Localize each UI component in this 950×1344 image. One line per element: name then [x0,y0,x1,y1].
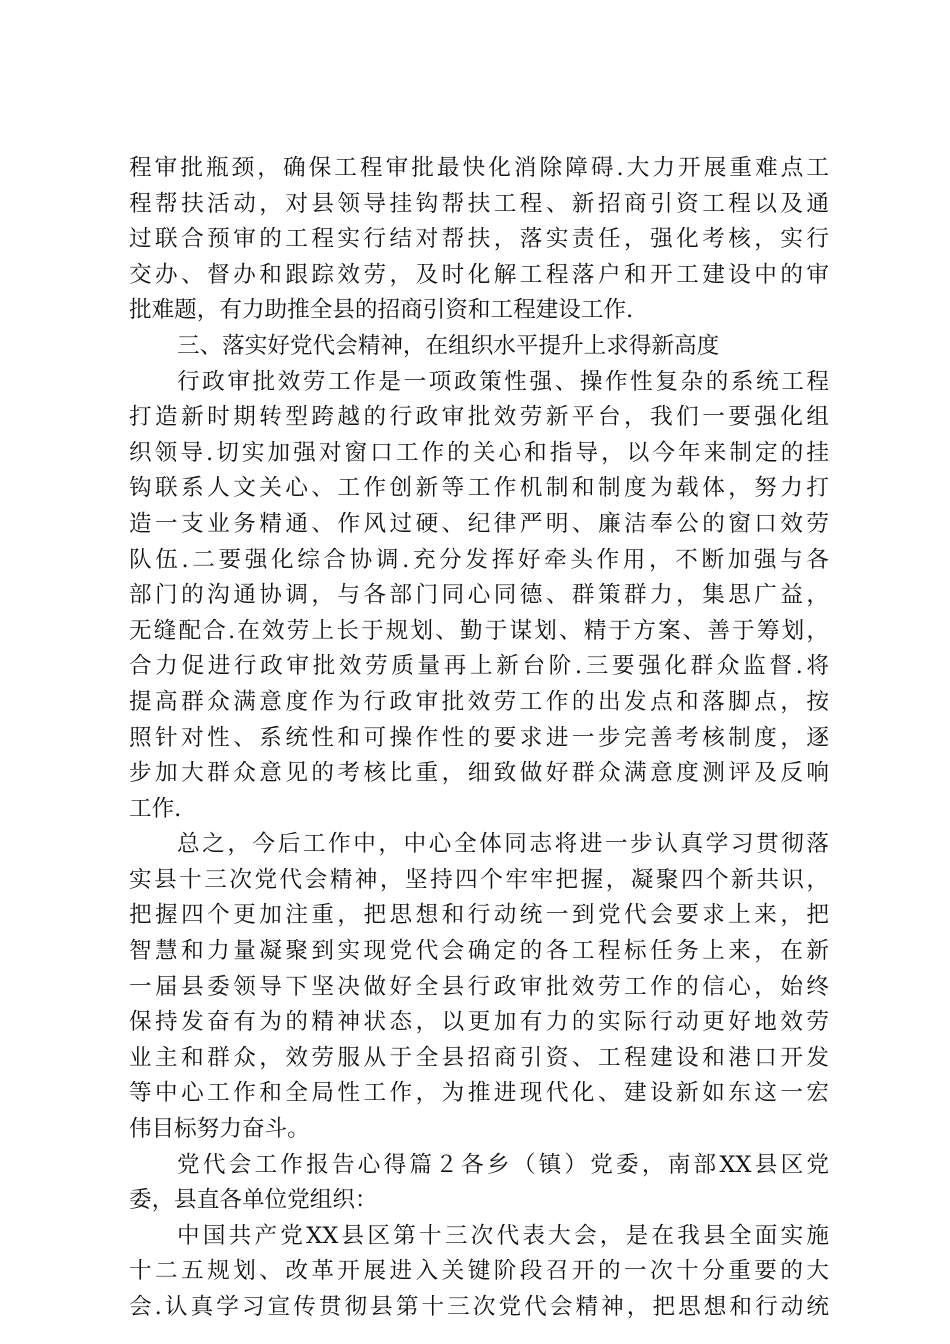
paragraph [129,1219,829,1326]
text-line: 保持发奋有为的精神状态，以更加有力的实际行动更好地效劳 [129,1009,829,1036]
text-line: 等中心工作和全局性工作，为推进现代化、建设新如东这一宏 [129,1080,829,1107]
text-line: 行政审批效劳工作是一项政策性强、操作性复杂的系统工程 [177,368,829,395]
text-line: 程帮扶活动，对县领导挂钩帮扶工程、新招商引资工程以及通 [129,190,829,217]
paragraph [129,1148,829,1219]
text-line: 提高群众满意度作为行政审批效劳工作的出发点和落脚点，按 [129,688,829,715]
text-line: 智慧和力量凝聚到实现党代会确定的各工程标任务上来，在新 [129,938,829,965]
text-line: 织领导.切实加强对窗口工作的关心和指导，以今年来制定的挂 [129,439,829,466]
text-line: 程审批瓶颈，确保工程审批最快化消除障碍.大力开展重难点工 [129,155,829,181]
text-line: 步加大群众意见的考核比重，细致做好群众满意度测评及反响 [129,760,829,787]
text-line: 党代会工作报告心得篇２各乡（镇）党委，南部XX县区党 [177,1151,829,1178]
text-line: 队伍.二要强化综合协调.充分发挥好牵头作用，不断加强与各 [129,546,829,573]
text-line: 过联合预审的工程实行结对帮扶，落实责任，强化考核，实行 [129,226,829,253]
text-line: 造一支业务精通、作风过硬、纪律严明、廉洁奉公的窗口效劳 [129,510,829,537]
text-line: 交办、督办和跟踪效劳，及时化解工程落户和开工建设中的审 [129,261,829,288]
paragraph [129,827,829,1147]
text-line: 中国共产党XX县区第十三次代表大会，是在我县全面实施 [177,1222,829,1249]
text-line: 委，县直各单位党组织： [129,1187,378,1214]
text-line: 伟目标努力奋斗。 [129,1116,310,1143]
text-line: 工作. [129,795,182,822]
text-line: 合力促进行政审批效劳质量再上新台阶.三要强化群众监督.将 [129,653,829,680]
text-line: 一届县委领导下坚决做好全县行政审批效劳工作的信心，始终 [129,973,829,1000]
paragraph [129,365,829,828]
paragraph [129,151,829,329]
text-line: 十二五规划、改革开展进入关键阶段召开的一次十分重要的大 [129,1258,829,1285]
text-line: 业主和群众，效劳服从于全县招商引资、工程建设和港口开发 [129,1044,829,1071]
text-line: 无缝配合.在效劳上长于规划、勤于谋划、精于方案、善于筹划， [129,617,829,644]
text-line: 批难题，有力助推全县的招商引资和工程建设工作. [129,297,634,324]
document-body [129,151,829,1326]
text-line: 部门的沟通协调，与各部门同心同德、群策群力，集思广益， [129,582,829,609]
text-line: 总之，今后工作中，中心全体同志将进一步认真学习贯彻落 [177,831,829,858]
text-line: 把握四个更加注重，把思想和行动统一到党代会要求上来，把 [129,902,829,929]
text-line: 照针对性、系统性和可操作性的要求进一步完善考核制度，逐 [129,724,829,751]
text-line: 会.认真学习宣传贯彻县第十三次党代会精神，把思想和行动统 [129,1294,829,1320]
text-line: 实县十三次党代会精神，坚持四个牢牢把握，凝聚四个新共识， [129,866,829,893]
text-line: 钩联系人文关心、工作创新等工作机制和制度为载体，努力打 [129,475,829,502]
section-heading [129,329,829,365]
text-line: 三、落实好党代会精神，在组织水平提升上求得新高度 [177,332,720,359]
text-line: 打造新时期转型跨越的行政审批效劳新平台，我们一要强化组 [129,404,829,431]
